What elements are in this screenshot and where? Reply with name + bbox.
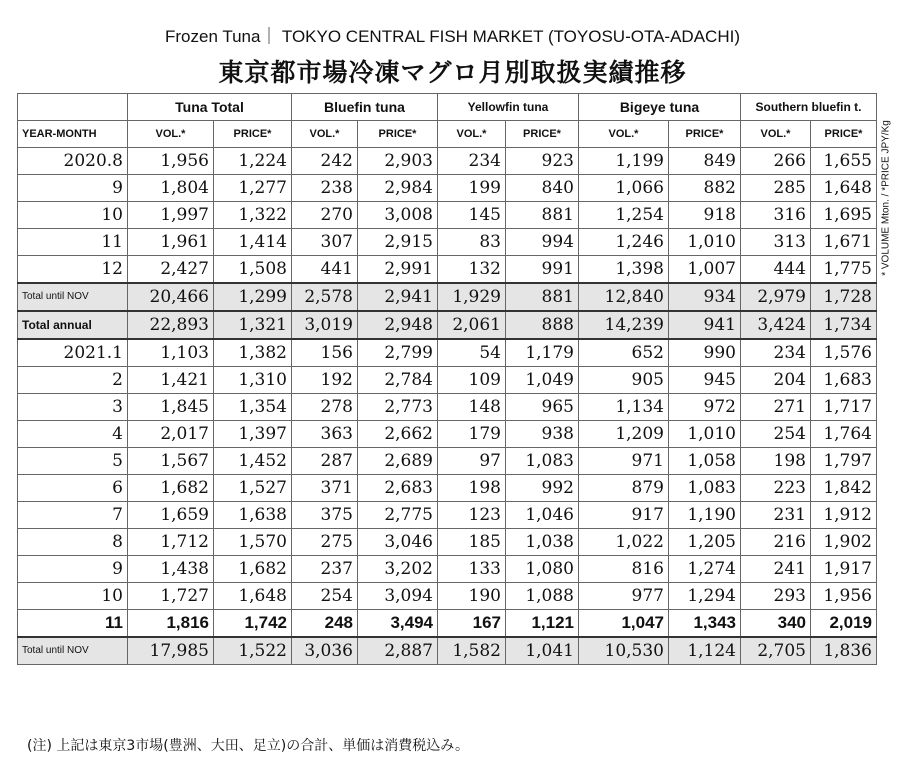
volume-cell: 2,979: [741, 283, 811, 311]
price-cell: 2,773: [358, 394, 438, 421]
volume-cell: 1,254: [579, 202, 669, 229]
price-cell: 1,764: [811, 421, 877, 448]
price-cell: 1,917: [811, 556, 877, 583]
price-cell: 918: [669, 202, 741, 229]
price-cell: 1,742: [214, 610, 292, 638]
price-cell: 1,083: [506, 448, 579, 475]
vol-header: VOL.*: [741, 121, 811, 148]
volume-cell: 14,239: [579, 311, 669, 339]
price-cell: 2,887: [358, 637, 438, 665]
volume-cell: 132: [438, 256, 506, 284]
price-cell: 1,576: [811, 339, 877, 367]
table-row: [18, 256, 877, 284]
price-cell: 1,695: [811, 202, 877, 229]
units-note-text: * VOLUME Mton. / *PRICE JPY/Kg: [880, 120, 892, 276]
volume-cell: 1,421: [128, 367, 214, 394]
price-cell: 1,638: [214, 502, 292, 529]
volume-cell: 271: [741, 394, 811, 421]
volume-cell: 234: [741, 339, 811, 367]
price-cell: 1,277: [214, 175, 292, 202]
page-title-japanese: 東京都市場冷凍マグロ月別取扱実績推移: [218, 58, 687, 87]
volume-cell: 307: [292, 229, 358, 256]
volume-cell: 254: [292, 583, 358, 610]
year-month-header: YEAR-MONTH: [18, 121, 128, 148]
volume-cell: 879: [579, 475, 669, 502]
price-cell: 849: [669, 148, 741, 175]
volume-cell: 3,036: [292, 637, 358, 665]
volume-cell: 313: [741, 229, 811, 256]
row-label: 7: [18, 502, 128, 529]
table-row: [18, 637, 877, 665]
table-row: [18, 475, 877, 502]
price-cell: 1,527: [214, 475, 292, 502]
price-header: PRICE*: [811, 121, 877, 148]
price-cell: 1,010: [669, 421, 741, 448]
row-label: Total annual: [18, 311, 128, 339]
volume-cell: 1,804: [128, 175, 214, 202]
price-cell: 1,508: [214, 256, 292, 284]
row-label: 2020.8: [18, 148, 128, 175]
price-cell: 1,343: [669, 610, 741, 638]
volume-cell: 237: [292, 556, 358, 583]
price-cell: 934: [669, 283, 741, 311]
volume-cell: 179: [438, 421, 506, 448]
price-cell: 1,354: [214, 394, 292, 421]
volume-cell: 1,022: [579, 529, 669, 556]
price-cell: 1,682: [214, 556, 292, 583]
price-cell: 991: [506, 256, 579, 284]
price-cell: 992: [506, 475, 579, 502]
volume-cell: 441: [292, 256, 358, 284]
volume-cell: 204: [741, 367, 811, 394]
volume-cell: 316: [741, 202, 811, 229]
volume-cell: 231: [741, 502, 811, 529]
volume-cell: 238: [292, 175, 358, 202]
price-cell: 2,915: [358, 229, 438, 256]
price-cell: 1,671: [811, 229, 877, 256]
price-cell: 3,094: [358, 583, 438, 610]
volume-cell: 148: [438, 394, 506, 421]
volume-cell: 905: [579, 367, 669, 394]
volume-cell: 363: [292, 421, 358, 448]
volume-cell: 192: [292, 367, 358, 394]
tuna-volume-price-table: [17, 93, 877, 665]
volume-cell: 12,840: [579, 283, 669, 311]
volume-cell: 185: [438, 529, 506, 556]
price-cell: 2,689: [358, 448, 438, 475]
volume-cell: 293: [741, 583, 811, 610]
price-cell: 2,799: [358, 339, 438, 367]
price-cell: 972: [669, 394, 741, 421]
volume-cell: 133: [438, 556, 506, 583]
volume-cell: 266: [741, 148, 811, 175]
row-label: 10: [18, 583, 128, 610]
volume-cell: 199: [438, 175, 506, 202]
row-label: 4: [18, 421, 128, 448]
footnote: (注) 上記は東京3市場(豊洲、大田、足立)の合計、単価は消費税込み。: [27, 738, 470, 754]
price-cell: 840: [506, 175, 579, 202]
row-label: 5: [18, 448, 128, 475]
volume-cell: 123: [438, 502, 506, 529]
volume-cell: 652: [579, 339, 669, 367]
volume-cell: 2,578: [292, 283, 358, 311]
price-cell: 1,648: [214, 583, 292, 610]
price-cell: 2,903: [358, 148, 438, 175]
volume-cell: 20,466: [128, 283, 214, 311]
price-cell: 1,083: [669, 475, 741, 502]
volume-cell: 167: [438, 610, 506, 638]
price-header: PRICE*: [669, 121, 741, 148]
volume-cell: 1,209: [579, 421, 669, 448]
volume-cell: 248: [292, 610, 358, 638]
row-label: 9: [18, 175, 128, 202]
price-cell: 1,734: [811, 311, 877, 339]
row-label: 2: [18, 367, 128, 394]
volume-cell: 83: [438, 229, 506, 256]
price-cell: 945: [669, 367, 741, 394]
price-cell: 3,046: [358, 529, 438, 556]
volume-cell: 1,961: [128, 229, 214, 256]
volume-cell: 275: [292, 529, 358, 556]
price-cell: 1,310: [214, 367, 292, 394]
volume-cell: 971: [579, 448, 669, 475]
price-cell: 1,775: [811, 256, 877, 284]
price-cell: 2,683: [358, 475, 438, 502]
price-cell: 882: [669, 175, 741, 202]
price-cell: 3,008: [358, 202, 438, 229]
volume-cell: 2,017: [128, 421, 214, 448]
price-cell: 938: [506, 421, 579, 448]
price-cell: 1,007: [669, 256, 741, 284]
table-row: [18, 529, 877, 556]
price-cell: 1,842: [811, 475, 877, 502]
volume-cell: 444: [741, 256, 811, 284]
volume-cell: 1,956: [128, 148, 214, 175]
row-label: 10: [18, 202, 128, 229]
volume-cell: 1,047: [579, 610, 669, 638]
price-cell: 1,683: [811, 367, 877, 394]
volume-cell: 156: [292, 339, 358, 367]
price-cell: 1,049: [506, 367, 579, 394]
vol-header: VOL.*: [438, 121, 506, 148]
volume-cell: 1,816: [128, 610, 214, 638]
volume-cell: 145: [438, 202, 506, 229]
price-cell: 941: [669, 311, 741, 339]
price-cell: 881: [506, 283, 579, 311]
volume-cell: 254: [741, 421, 811, 448]
volume-cell: 2,427: [128, 256, 214, 284]
table-row: [18, 202, 877, 229]
table-row: [18, 229, 877, 256]
volume-cell: 287: [292, 448, 358, 475]
price-cell: 1,121: [506, 610, 579, 638]
price-cell: 1,902: [811, 529, 877, 556]
price-cell: 1,321: [214, 311, 292, 339]
group-header-bluefin: Bluefin tuna: [292, 94, 438, 121]
volume-cell: 1,659: [128, 502, 214, 529]
row-label: 6: [18, 475, 128, 502]
table-row: [18, 283, 877, 311]
table-row: [18, 311, 877, 339]
table-row: [18, 448, 877, 475]
volume-cell: 1,567: [128, 448, 214, 475]
volume-cell: 1,438: [128, 556, 214, 583]
price-cell: 1,224: [214, 148, 292, 175]
price-cell: 2,984: [358, 175, 438, 202]
vol-header: VOL.*: [128, 121, 214, 148]
table-row: [18, 610, 877, 638]
row-label: 11: [18, 229, 128, 256]
price-cell: 888: [506, 311, 579, 339]
volume-cell: 54: [438, 339, 506, 367]
volume-cell: 10,530: [579, 637, 669, 665]
row-label: 3: [18, 394, 128, 421]
price-cell: 1,294: [669, 583, 741, 610]
volume-cell: 17,985: [128, 637, 214, 665]
row-label: Total until NOV: [18, 637, 128, 665]
volume-cell: 1,134: [579, 394, 669, 421]
volume-cell: 1,066: [579, 175, 669, 202]
table-row: [18, 583, 877, 610]
volume-cell: 917: [579, 502, 669, 529]
price-cell: 1,728: [811, 283, 877, 311]
volume-cell: 190: [438, 583, 506, 610]
row-label: 8: [18, 529, 128, 556]
price-cell: 1,088: [506, 583, 579, 610]
price-cell: 1,080: [506, 556, 579, 583]
volume-cell: 816: [579, 556, 669, 583]
volume-cell: 1,712: [128, 529, 214, 556]
price-cell: 1,397: [214, 421, 292, 448]
price-cell: 1,299: [214, 283, 292, 311]
price-cell: 1,414: [214, 229, 292, 256]
price-cell: 2,948: [358, 311, 438, 339]
volume-cell: 1,246: [579, 229, 669, 256]
volume-cell: 22,893: [128, 311, 214, 339]
volume-cell: 1,682: [128, 475, 214, 502]
table-row: [18, 502, 877, 529]
price-cell: 1,179: [506, 339, 579, 367]
price-cell: 1,956: [811, 583, 877, 610]
row-label: 11: [18, 610, 128, 638]
price-cell: 1,046: [506, 502, 579, 529]
volume-cell: 198: [741, 448, 811, 475]
price-cell: 1,322: [214, 202, 292, 229]
page-title-english: Frozen Tuna｜ TOKYO CENTRAL FISH MARKET (TOYOSU-OTA-ADACHI): [165, 27, 740, 46]
volume-cell: 285: [741, 175, 811, 202]
price-header: PRICE*: [506, 121, 579, 148]
price-cell: 990: [669, 339, 741, 367]
price-cell: 2,019: [811, 610, 877, 638]
price-cell: 2,775: [358, 502, 438, 529]
price-cell: 1,205: [669, 529, 741, 556]
table-body: [18, 148, 877, 665]
price-cell: 881: [506, 202, 579, 229]
volume-cell: 1,929: [438, 283, 506, 311]
row-label: 12: [18, 256, 128, 284]
volume-cell: 340: [741, 610, 811, 638]
group-header-tuna-total: Tuna Total: [128, 94, 292, 121]
price-cell: 1,522: [214, 637, 292, 665]
table-row: [18, 556, 877, 583]
volume-cell: 241: [741, 556, 811, 583]
price-header: PRICE*: [358, 121, 438, 148]
volume-cell: 109: [438, 367, 506, 394]
volume-cell: 2,705: [741, 637, 811, 665]
price-cell: 1,382: [214, 339, 292, 367]
volume-cell: 223: [741, 475, 811, 502]
volume-cell: 270: [292, 202, 358, 229]
group-header-yellowfin: Yellowfin tuna: [438, 94, 579, 121]
price-cell: 1,041: [506, 637, 579, 665]
volume-cell: 1,199: [579, 148, 669, 175]
volume-cell: 1,997: [128, 202, 214, 229]
price-cell: 1,717: [811, 394, 877, 421]
volume-cell: 278: [292, 394, 358, 421]
volume-cell: 216: [741, 529, 811, 556]
price-header: PRICE*: [214, 121, 292, 148]
vol-header: VOL.*: [579, 121, 669, 148]
volume-cell: 242: [292, 148, 358, 175]
row-label: 2021.1: [18, 339, 128, 367]
price-cell: 1,010: [669, 229, 741, 256]
corner-cell: [18, 94, 128, 121]
price-cell: 1,648: [811, 175, 877, 202]
table-row: [18, 148, 877, 175]
vol-header: VOL.*: [292, 121, 358, 148]
volume-cell: 2,061: [438, 311, 506, 339]
volume-cell: 1,398: [579, 256, 669, 284]
price-cell: 1,797: [811, 448, 877, 475]
price-cell: 1,124: [669, 637, 741, 665]
table-row: [18, 175, 877, 202]
price-cell: 2,784: [358, 367, 438, 394]
price-cell: 1,912: [811, 502, 877, 529]
group-header-bigeye: Bigeye tuna: [579, 94, 741, 121]
price-cell: 965: [506, 394, 579, 421]
volume-cell: 3,424: [741, 311, 811, 339]
price-cell: 1,570: [214, 529, 292, 556]
table-row: [18, 339, 877, 367]
price-cell: 1,038: [506, 529, 579, 556]
price-cell: 1,058: [669, 448, 741, 475]
volume-cell: 97: [438, 448, 506, 475]
price-cell: 923: [506, 148, 579, 175]
table-row: [18, 421, 877, 448]
volume-cell: 1,845: [128, 394, 214, 421]
volume-cell: 198: [438, 475, 506, 502]
price-cell: 1,836: [811, 637, 877, 665]
price-cell: 3,202: [358, 556, 438, 583]
volume-cell: 3,019: [292, 311, 358, 339]
price-cell: 1,452: [214, 448, 292, 475]
price-cell: 2,991: [358, 256, 438, 284]
volume-cell: 234: [438, 148, 506, 175]
row-label: 9: [18, 556, 128, 583]
row-label: Total until NOV: [18, 283, 128, 311]
price-cell: 2,941: [358, 283, 438, 311]
price-cell: 3,494: [358, 610, 438, 638]
volume-cell: 1,727: [128, 583, 214, 610]
volume-cell: 977: [579, 583, 669, 610]
volume-cell: 375: [292, 502, 358, 529]
volume-cell: 1,103: [128, 339, 214, 367]
group-header-southern-bluefin: Southern bluefin t.: [741, 94, 877, 121]
volume-cell: 371: [292, 475, 358, 502]
price-cell: 2,662: [358, 421, 438, 448]
price-cell: 1,274: [669, 556, 741, 583]
volume-cell: 1,582: [438, 637, 506, 665]
table-row: [18, 394, 877, 421]
price-cell: 994: [506, 229, 579, 256]
price-cell: 1,190: [669, 502, 741, 529]
table-row: [18, 367, 877, 394]
price-cell: 1,655: [811, 148, 877, 175]
